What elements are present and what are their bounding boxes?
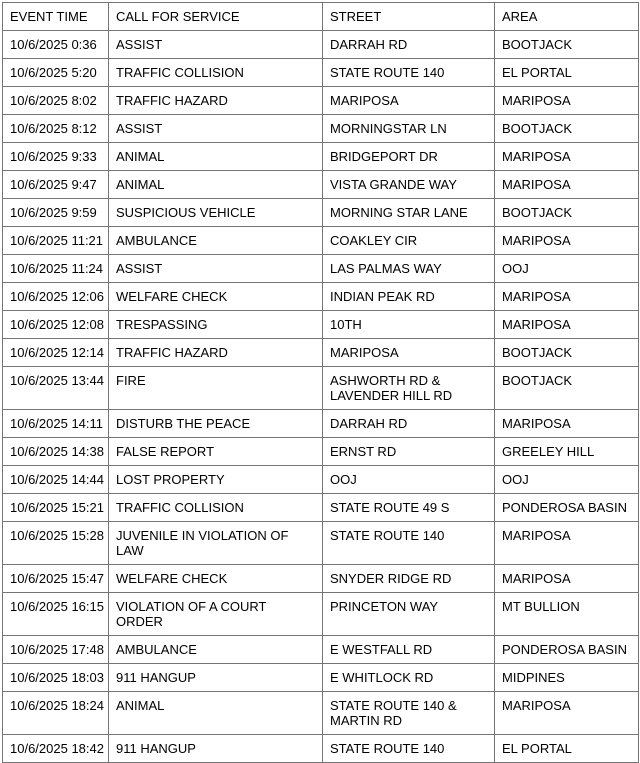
cell-event-time: 10/6/2025 18:03 xyxy=(3,664,109,692)
cell-street: ERNST RD xyxy=(323,438,495,466)
cell-area: BOOTJACK xyxy=(495,31,639,59)
cell-street: VISTA GRANDE WAY xyxy=(323,171,495,199)
table-row xyxy=(3,664,639,692)
cell-call-for-service: TRAFFIC HAZARD xyxy=(109,339,323,367)
cell-call-for-service: ASSIST xyxy=(109,31,323,59)
cell-event-time: 10/6/2025 11:24 xyxy=(3,255,109,283)
cell-call-for-service: TRESPASSING xyxy=(109,311,323,339)
table-header xyxy=(3,3,639,31)
column-header-call-for-service: CALL FOR SERVICE xyxy=(109,3,323,31)
cell-event-time: 10/6/2025 14:38 xyxy=(3,438,109,466)
table-row xyxy=(3,494,639,522)
cell-area: MARIPOSA xyxy=(495,311,639,339)
cell-area: GREELEY HILL xyxy=(495,438,639,466)
cell-event-time: 10/6/2025 15:21 xyxy=(3,494,109,522)
table-row xyxy=(3,339,639,367)
column-header-street: STREET xyxy=(323,3,495,31)
cell-event-time: 10/6/2025 12:06 xyxy=(3,283,109,311)
cell-event-time: 10/6/2025 9:59 xyxy=(3,199,109,227)
cell-street: 10TH xyxy=(323,311,495,339)
cell-event-time: 10/6/2025 8:12 xyxy=(3,115,109,143)
cell-call-for-service: AMBULANCE xyxy=(109,227,323,255)
table-row xyxy=(3,692,639,735)
cell-area: MARIPOSA xyxy=(495,143,639,171)
cell-area: EL PORTAL xyxy=(495,735,639,763)
cell-area: MARIPOSA xyxy=(495,565,639,593)
cell-street: STATE ROUTE 140 xyxy=(323,522,495,565)
cell-event-time: 10/6/2025 9:33 xyxy=(3,143,109,171)
table-row xyxy=(3,227,639,255)
table-row xyxy=(3,311,639,339)
cell-street: INDIAN PEAK RD xyxy=(323,283,495,311)
cell-area: MARIPOSA xyxy=(495,171,639,199)
cell-event-time: 10/6/2025 18:42 xyxy=(3,735,109,763)
cell-street: STATE ROUTE 49 S xyxy=(323,494,495,522)
table-row xyxy=(3,87,639,115)
cell-call-for-service: DISTURB THE PEACE xyxy=(109,410,323,438)
cell-street: E WHITLOCK RD xyxy=(323,664,495,692)
table-row xyxy=(3,31,639,59)
cell-area: PONDEROSA BASIN xyxy=(495,494,639,522)
cell-call-for-service: WELFARE CHECK xyxy=(109,283,323,311)
table-row xyxy=(3,255,639,283)
cell-area: MARIPOSA xyxy=(495,692,639,735)
cell-event-time: 10/6/2025 18:24 xyxy=(3,692,109,735)
cell-event-time: 10/6/2025 17:48 xyxy=(3,636,109,664)
cell-event-time: 10/6/2025 14:11 xyxy=(3,410,109,438)
cell-event-time: 10/6/2025 8:02 xyxy=(3,87,109,115)
cell-area: MARIPOSA xyxy=(495,410,639,438)
cell-street: MARIPOSA xyxy=(323,87,495,115)
cell-call-for-service: WELFARE CHECK xyxy=(109,565,323,593)
cell-call-for-service: SUSPICIOUS VEHICLE xyxy=(109,199,323,227)
cell-event-time: 10/6/2025 11:21 xyxy=(3,227,109,255)
cell-street: MORNINGSTAR LN xyxy=(323,115,495,143)
cell-area: EL PORTAL xyxy=(495,59,639,87)
cell-call-for-service: FALSE REPORT xyxy=(109,438,323,466)
cell-street: MORNING STAR LANE xyxy=(323,199,495,227)
cell-call-for-service: TRAFFIC COLLISION xyxy=(109,59,323,87)
cell-street: STATE ROUTE 140 & MARTIN RD xyxy=(323,692,495,735)
table-row xyxy=(3,735,639,763)
cell-event-time: 10/6/2025 14:44 xyxy=(3,466,109,494)
cell-street: BRIDGEPORT DR xyxy=(323,143,495,171)
cell-street: PRINCETON WAY xyxy=(323,593,495,636)
table-row xyxy=(3,593,639,636)
cell-call-for-service: 911 HANGUP xyxy=(109,735,323,763)
call-for-service-table xyxy=(2,2,639,763)
table-row xyxy=(3,410,639,438)
cell-call-for-service: ANIMAL xyxy=(109,171,323,199)
cell-street: ASHWORTH RD & LAVENDER HILL RD xyxy=(323,367,495,410)
cell-area: BOOTJACK xyxy=(495,339,639,367)
table-row xyxy=(3,522,639,565)
table-row xyxy=(3,115,639,143)
cell-call-for-service: TRAFFIC COLLISION xyxy=(109,494,323,522)
cell-call-for-service: TRAFFIC HAZARD xyxy=(109,87,323,115)
cell-street: DARRAH RD xyxy=(323,31,495,59)
cell-area: MARIPOSA xyxy=(495,227,639,255)
cell-event-time: 10/6/2025 12:14 xyxy=(3,339,109,367)
table-body xyxy=(3,31,639,763)
cell-area: MARIPOSA xyxy=(495,283,639,311)
cell-area: BOOTJACK xyxy=(495,367,639,410)
cell-call-for-service: AMBULANCE xyxy=(109,636,323,664)
cell-area: OOJ xyxy=(495,466,639,494)
cell-event-time: 10/6/2025 9:47 xyxy=(3,171,109,199)
cell-call-for-service: 911 HANGUP xyxy=(109,664,323,692)
cell-area: MIDPINES xyxy=(495,664,639,692)
cell-call-for-service: JUVENILE IN VIOLATION OF LAW xyxy=(109,522,323,565)
table-row xyxy=(3,466,639,494)
cell-area: BOOTJACK xyxy=(495,199,639,227)
cell-call-for-service: ANIMAL xyxy=(109,692,323,735)
cell-event-time: 10/6/2025 13:44 xyxy=(3,367,109,410)
cell-street: SNYDER RIDGE RD xyxy=(323,565,495,593)
table-row xyxy=(3,367,639,410)
table-row xyxy=(3,565,639,593)
cell-event-time: 10/6/2025 0:36 xyxy=(3,31,109,59)
table-row xyxy=(3,199,639,227)
cell-street: OOJ xyxy=(323,466,495,494)
cell-area: MARIPOSA xyxy=(495,87,639,115)
table-row xyxy=(3,59,639,87)
cell-street: STATE ROUTE 140 xyxy=(323,735,495,763)
cell-event-time: 10/6/2025 15:28 xyxy=(3,522,109,565)
table-row xyxy=(3,438,639,466)
table-row xyxy=(3,143,639,171)
cell-call-for-service: ASSIST xyxy=(109,115,323,143)
cell-call-for-service: VIOLATION OF A COURT ORDER xyxy=(109,593,323,636)
table-row xyxy=(3,283,639,311)
cell-call-for-service: FIRE xyxy=(109,367,323,410)
cell-area: BOOTJACK xyxy=(495,115,639,143)
cell-street: STATE ROUTE 140 xyxy=(323,59,495,87)
cell-street: LAS PALMAS WAY xyxy=(323,255,495,283)
cell-area: MARIPOSA xyxy=(495,522,639,565)
cell-call-for-service: LOST PROPERTY xyxy=(109,466,323,494)
cell-event-time: 10/6/2025 5:20 xyxy=(3,59,109,87)
cell-event-time: 10/6/2025 12:08 xyxy=(3,311,109,339)
column-header-area: AREA xyxy=(495,3,639,31)
column-header-event-time: EVENT TIME xyxy=(3,3,109,31)
cell-event-time: 10/6/2025 16:15 xyxy=(3,593,109,636)
cell-street: E WESTFALL RD xyxy=(323,636,495,664)
cell-street: COAKLEY CIR xyxy=(323,227,495,255)
cell-area: MT BULLION xyxy=(495,593,639,636)
table-row xyxy=(3,636,639,664)
cell-street: MARIPOSA xyxy=(323,339,495,367)
cell-street: DARRAH RD xyxy=(323,410,495,438)
cell-area: OOJ xyxy=(495,255,639,283)
cell-area: PONDEROSA BASIN xyxy=(495,636,639,664)
header-row xyxy=(3,3,639,31)
cell-call-for-service: ANIMAL xyxy=(109,143,323,171)
cell-call-for-service: ASSIST xyxy=(109,255,323,283)
table-row xyxy=(3,171,639,199)
cell-event-time: 10/6/2025 15:47 xyxy=(3,565,109,593)
